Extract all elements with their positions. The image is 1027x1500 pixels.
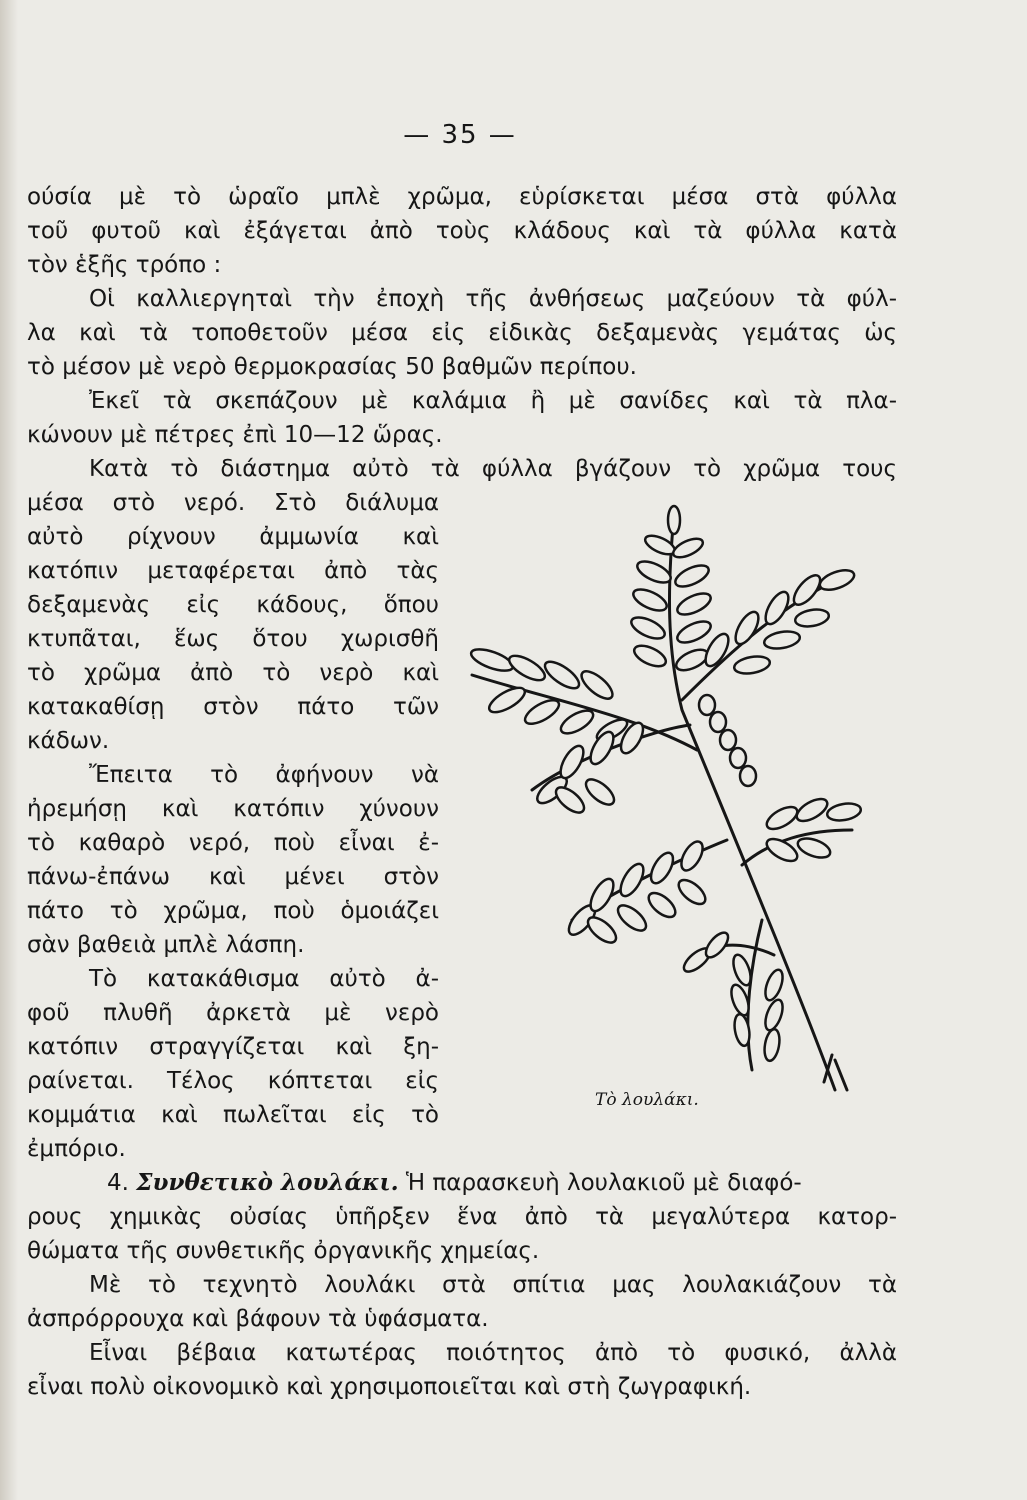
text-line: Μὲ τὸ τεχνητὸ λουλάκι στὰ σπίτια μας λουλακιάζουν τὰ bbox=[89, 1272, 897, 1298]
text-line: λα καὶ τὰ τοποθετοῦν μέσα εἰς εἰδικὰς δεξαμενὰς γεμάτας ὡς bbox=[27, 320, 897, 346]
text-line: Οἱ καλλιεργηταὶ τὴν ἐποχὴ τῆς ἀνθήσεως μαζεύουν τὰ φύλ- bbox=[89, 286, 897, 312]
text-line: φοῦ πλυθῆ ἀρκετὰ μὲ νερὸ bbox=[27, 1000, 439, 1026]
text-line: κατακαθίσῃ στὸν πάτο τῶν bbox=[27, 694, 439, 720]
section-text: Ἡ παρασκευὴ λουλακιοῦ μὲ διαφό- bbox=[405, 1170, 802, 1196]
text-line: πάνω-ἐπάνω καὶ μένει στὸν bbox=[27, 864, 439, 890]
text-line: εἶναι πολὺ οἰκονομικὸ καὶ χρησιμοποιεῖται καὶ στὴ ζωγραφική. bbox=[27, 1374, 752, 1400]
text-line: αὐτὸ ρίχνουν ἀμμωνία καὶ bbox=[27, 524, 439, 550]
text-line: ραίνεται. Τέλος κόπτεται εἰς bbox=[27, 1068, 439, 1094]
section-heading: Συνθετικὸ λουλάκι. bbox=[136, 1169, 399, 1196]
section-line bbox=[27, 1166, 897, 1200]
text-line: μέσα στὸ νερό. Στὸ διάλυμα bbox=[27, 490, 439, 516]
text-line: πάτο τὸ χρῶμα, ποὺ ὁμοιάζει bbox=[27, 898, 439, 924]
text-line: κατόπιν στραγγίζεται καὶ ξη- bbox=[27, 1034, 439, 1060]
text-line: ρους χημικὰς οὐσίας ὑπῆρξεν ἕνα ἀπὸ τὰ μεγαλύτερα κατορ- bbox=[27, 1204, 897, 1230]
figure-caption: Τὸ λουλάκι. bbox=[595, 1090, 699, 1110]
page-number: — 35 — bbox=[403, 120, 517, 150]
indigo-plant-illustration bbox=[452, 500, 897, 1095]
text-line: Τὸ κατακάθισμα αὐτὸ ἀ- bbox=[89, 966, 439, 992]
text-line: ἐμπόριο. bbox=[27, 1136, 126, 1162]
text-line: σὰν βαθειὰ μπλὲ λάσπη. bbox=[27, 932, 305, 958]
section-number: 4. bbox=[107, 1170, 129, 1196]
text-line: τὸ μέσον μὲ νερὸ θερμοκρασίας 50 βαθμῶν περίπου. bbox=[27, 354, 637, 380]
text-line: κώνουν μὲ πέτρες ἐπὶ 10—12 ὥρας. bbox=[27, 422, 443, 448]
text-line: τὸ χρῶμα ἀπὸ τὸ νερὸ καὶ bbox=[27, 660, 439, 686]
text-line: ἠρεμήσῃ καὶ κατόπιν χύνουν bbox=[27, 796, 439, 822]
text-line: Εἶναι βέβαια κατωτέρας ποιότητος ἀπὸ τὸ φυσικό, ἀλλὰ bbox=[89, 1340, 897, 1366]
text-line: ἀσπρόρρουχα καὶ βάφουν τὰ ὑφάσματα. bbox=[27, 1306, 489, 1332]
text-line: θώματα τῆς συνθετικῆς ὀργανικῆς χημείας. bbox=[27, 1238, 540, 1264]
text-line: Κατὰ τὸ διάστημα αὐτὸ τὰ φύλλα βγάζουν τὸ χρῶμα τους bbox=[89, 456, 897, 482]
text-line: κάδων. bbox=[27, 728, 110, 754]
text-line: δεξαμενὰς εἰς κάδους, ὅπου bbox=[27, 592, 439, 618]
text-line: τὸ καθαρὸ νερό, ποὺ εἶναι ἐ- bbox=[27, 830, 439, 856]
text-line: τοῦ φυτοῦ καὶ ἐξάγεται ἀπὸ τοὺς κλάδους καὶ τὰ φύλλα κατὰ bbox=[27, 218, 897, 244]
text-line: κτυπᾶται, ἕως ὅτου χωρισθῆ bbox=[27, 626, 439, 652]
text-line: ούσία μὲ τὸ ὡραῖο μπλὲ χρῶμα, εὑρίσκεται μέσα στὰ φύλλα bbox=[27, 184, 897, 210]
text-line: Ἐκεῖ τὰ σκεπάζουν μὲ καλάμια ἢ μὲ σανίδες καὶ τὰ πλα- bbox=[89, 388, 897, 414]
text-line: τὸν ἑξῆς τρόπο : bbox=[27, 252, 222, 278]
text-line: Ἔπειτα τὸ ἀφήνουν νὰ bbox=[89, 762, 439, 788]
text-line: κατόπιν μεταφέρεται ἀπὸ τὰς bbox=[27, 558, 439, 584]
text-line: κομμάτια καὶ πωλεῖται εἰς τὸ bbox=[27, 1102, 439, 1128]
